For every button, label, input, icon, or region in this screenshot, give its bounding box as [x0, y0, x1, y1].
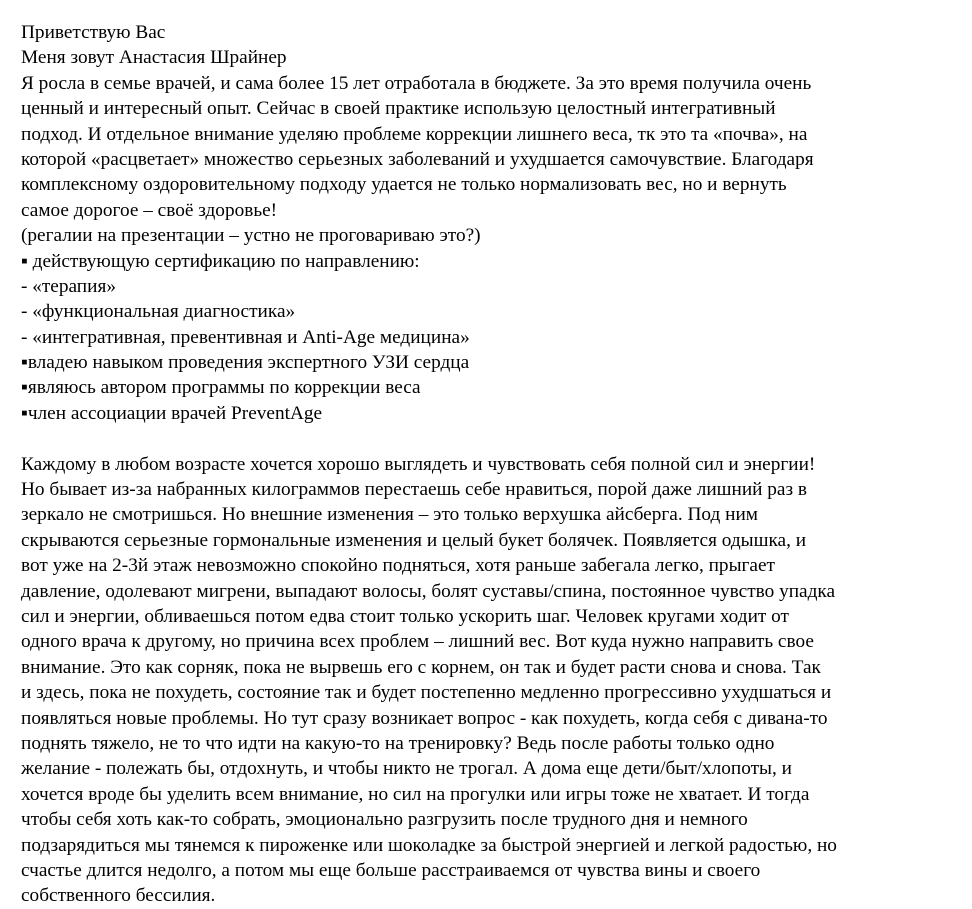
credential-item: - «функциональная диагностика»: [21, 301, 296, 323]
paragraph-spacer: [21, 426, 966, 451]
greeting-line: Приветствую Вас: [21, 22, 166, 43]
bio-line: которой «расцветает» множество серьезных заболеваний и ухудшается самочувствие. Благодаря: [21, 148, 814, 170]
body-line: появляться новые проблемы. Но тут сразу возникает вопрос - как похудеть, когда себя с дивана-то: [21, 707, 828, 729]
body-line: зеркало не смотришься. Но внешние изменения – это только верхушка айсберга. Под ним: [21, 504, 758, 526]
body-line: счастье длится недолго, а потом мы еще больше расстраиваемся от чувства вины и своего: [21, 859, 761, 881]
body-line: Каждому в любом возрасте хочется хорошо выглядеть и чувствовать себя полной сил и энергии!: [21, 453, 816, 475]
body-line: Но бывает из-за набранных килограммов перестаешь себе нравиться, порой даже лишний раз в: [21, 479, 808, 501]
presentation-note: (регалии на презентации – устно не проговариваю это?): [21, 225, 481, 247]
body-line: давление, одолевают мигрени, выпадают волосы, болят суставы/спина, постоянное чувство упадка: [21, 580, 836, 602]
credential-item: ▪являюсь автором программы по коррекции веса: [21, 377, 421, 399]
credential-item: ▪член ассоциации врачей PreventAge: [21, 402, 323, 424]
body-line: скрываются серьезные гормональные изменения и целый букет болячек. Появляется одышка, и: [21, 529, 807, 551]
credential-item: ▪владею навыком проведения экспертного УЗИ сердца: [21, 352, 470, 374]
name-line: Меня зовут Анастасия Шрайнер: [21, 47, 287, 69]
bio-line: комплексному оздоровительному подходу удается не только нормализовать вес, но и вернуть: [21, 174, 787, 196]
body-line: внимание. Это как сорняк, пока не вырвешь его с корнем, он так и будет расти снова и снова. Так: [21, 656, 821, 678]
body-line: поднять тяжело, не то что идти на какую-то на тренировку? Ведь после работы только одно: [21, 732, 775, 754]
body-line: чтобы себя хоть как-то собрать, эмоционально разгрузить после трудного дня и немного: [21, 809, 748, 831]
credential-item: - «интегративная, превентивная и Anti-Age медицина»: [21, 326, 470, 348]
bio-line: ценный и интересный опыт. Сейчас в своей практике использую целостный интегративный: [21, 98, 776, 120]
body-line: подзарядиться мы тянемся к пироженке или шоколадке за быстрой энергией и легкой радостью, но: [21, 834, 837, 856]
body-line: сил и энергии, обливаешься потом едва стоит только ускорить шаг. Человек кругами ходит от: [21, 605, 789, 627]
bio-line: подход. И отдельное внимание уделяю проблеме коррекции лишнего веса, тк это та «почва», на: [21, 123, 808, 145]
body-line: и здесь, пока не похудеть, состояние так и будет постепенно медленно прогрессивно ухудшаться и: [21, 682, 832, 704]
document-body: [21, 20, 966, 909]
body-line: желание - полежать бы, отдохнуть, и чтобы никто не трогал. А дома еще дети/быт/хлопоты, и: [21, 758, 792, 780]
bio-line: Я росла в семье врачей, и сама более 15 лет отработала в бюджете. За это время получила очень: [21, 72, 812, 94]
body-line: собственного бессилия.: [21, 885, 216, 907]
credential-item: ▪ действующую сертификацию по направлению:: [21, 250, 420, 272]
body-line: хочется вроде бы уделить всем внимание, но сил на прогулки или игры тоже не хватает. И тогда: [21, 783, 810, 805]
body-line: вот уже на 2-3й этаж невозможно спокойно подняться, хотя раньше забегала легко, прыгает: [21, 555, 775, 577]
bio-line: самое дорогое – своё здоровье!: [21, 199, 278, 221]
body-line: одного врача к другому, но причина всех проблем – лишний вес. Вот куда нужно направить свое: [21, 631, 814, 653]
credential-item: - «терапия»: [21, 275, 116, 297]
